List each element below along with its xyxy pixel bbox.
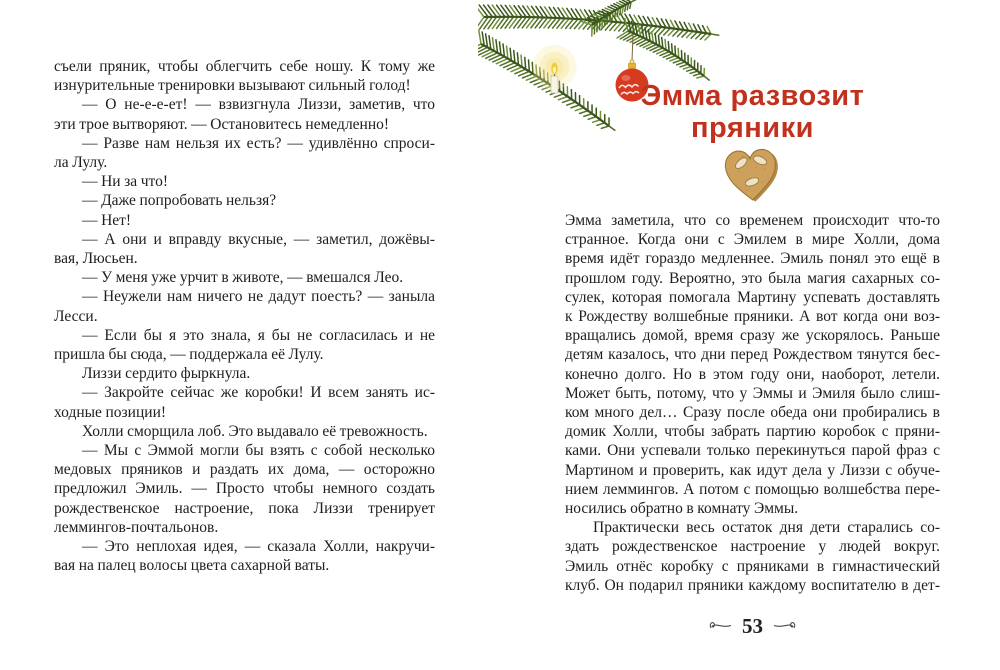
text-line: Холли сморщила лоб. Это выдавало её тревожность. bbox=[82, 422, 428, 440]
text-line: — Закройте сейчас же коробки! И всем занять ис- bbox=[82, 384, 435, 402]
right-page-text bbox=[565, 211, 940, 595]
text-line: конечно долго. Но в этом году они, наоборот, летели. bbox=[565, 365, 940, 383]
text-line: Лиззи сердито фыркнула. bbox=[82, 365, 251, 383]
text-line: вращались домой, время сразу же ускорялось. Раньше bbox=[565, 327, 940, 345]
paragraph bbox=[565, 518, 940, 595]
left-page-text bbox=[54, 57, 435, 575]
text-line: клуб. Он подарил пряники каждому воспитателю в дет- bbox=[565, 576, 940, 594]
page-number-value: 53 bbox=[742, 614, 763, 638]
paragraph bbox=[54, 364, 435, 383]
paragraph bbox=[54, 383, 435, 421]
text-line: — Нет! bbox=[82, 211, 132, 229]
text-line: Лесси. bbox=[54, 307, 98, 325]
paragraph bbox=[54, 191, 435, 210]
text-line: вая на палец волосы цвета сахарной ваты. bbox=[54, 557, 330, 575]
text-line: вая, Люсьен. bbox=[54, 250, 138, 268]
text-line: ком много дел… Сразу после обеда они пробирались в bbox=[565, 404, 940, 422]
text-line: ходные позиции! bbox=[54, 403, 167, 421]
text-line: здать рождественское настроение у людей вокруг. bbox=[565, 538, 940, 556]
paragraph bbox=[54, 134, 435, 172]
text-line: Эмма заметила, что со временем происходит что-то bbox=[565, 212, 940, 229]
text-line: — А они и вправду вкусные, — заметил, дожёвы- bbox=[82, 230, 435, 248]
text-line: — Ни за что! bbox=[82, 173, 168, 191]
page-number bbox=[565, 613, 940, 639]
paragraph bbox=[54, 287, 435, 325]
flourish-left-icon bbox=[709, 620, 733, 632]
text-line: нием леммингов. А потом с помощью волшебства пере- bbox=[565, 480, 940, 498]
text-line: — Мы с Эммой могли бы взять с собой несколько bbox=[82, 442, 435, 460]
text-line: — Если бы я это знала, я бы не согласилась и не bbox=[82, 326, 435, 344]
text-line: Может быть, потому, что у Эммы и Эмиля было слиш- bbox=[565, 384, 940, 402]
text-line: — Даже попробовать нельзя? bbox=[82, 192, 277, 210]
text-line: детям казалось, что дни перед Рождеством тянутся бес- bbox=[565, 346, 940, 364]
flourish-right-icon bbox=[772, 620, 796, 632]
text-line: время идёт гораздо медленнее. Эмиль понял это ещё в bbox=[565, 250, 940, 268]
text-line: леммингов-почтальонов. bbox=[54, 518, 219, 536]
paragraph bbox=[54, 441, 435, 537]
text-line: — Разве нам нельзя их есть? — удивлённо спроси- bbox=[82, 134, 435, 152]
text-line: сулек, которая помогала Мартину успевать доставлять bbox=[565, 288, 940, 306]
paragraph bbox=[54, 422, 435, 441]
gingerbread-heart-icon bbox=[719, 143, 783, 207]
text-line: к Рождеству волшебные пряники. А вот когда они воз- bbox=[565, 308, 940, 326]
text-line: Эмиль отнёс коробку с пряниками в гимнастический bbox=[565, 557, 940, 575]
text-line: — О не-е-е-ет! — взвизгнула Лиззи, заметив, что bbox=[82, 96, 435, 114]
paragraph bbox=[54, 326, 435, 364]
text-line: Мартином и проверить, как идут дела у Лиззи с обуче- bbox=[565, 461, 940, 479]
paragraph bbox=[54, 211, 435, 230]
text-line: — У меня уже урчит в животе, — вмешался Лео. bbox=[82, 269, 404, 287]
paragraph bbox=[565, 211, 940, 518]
text-line: пришла бы сюда, — поддержала её Лулу. bbox=[54, 346, 324, 364]
chapter-title bbox=[565, 80, 940, 144]
text-line: Практически весь остаток дня дети старались со- bbox=[593, 519, 940, 537]
text-line: эти трое вытворяют. — Остановитесь немедленно! bbox=[54, 115, 390, 133]
text-line: съели пряник, чтобы облегчить себе ношу. К тому же bbox=[54, 58, 435, 75]
text-line: — Неужели нам ничего не дадут поесть? — заныла bbox=[82, 288, 435, 306]
text-line: носились обратно в комнату Эммы. bbox=[565, 500, 799, 518]
chapter-title-line1: Эмма развозит bbox=[640, 80, 865, 112]
paragraph bbox=[54, 57, 435, 95]
text-line: ла Лулу. bbox=[54, 154, 108, 172]
chapter-title-line2: пряники bbox=[691, 112, 814, 144]
paragraph bbox=[54, 95, 435, 133]
text-line: странное. Когда они с Эмилем в мире Холли, дома bbox=[565, 231, 940, 249]
text-line: — Это неплохая идея, — сказала Холли, накручи- bbox=[82, 538, 435, 556]
paragraph bbox=[54, 230, 435, 268]
text-line: рождественское настроение, пока Лиззи тренирует bbox=[54, 499, 435, 517]
text-line: домик Холли, чтобы забрать партию коробок с пряни- bbox=[565, 423, 940, 441]
text-line: прошлом году. Вероятно, это была магия сахарных со- bbox=[565, 269, 940, 287]
text-line: медовых пряников и раздать их дома, — осторожно bbox=[54, 461, 435, 479]
text-line: предложил Эмиль. — Просто чтобы немного создать bbox=[54, 480, 435, 498]
paragraph bbox=[54, 268, 435, 287]
paragraph bbox=[54, 172, 435, 191]
paragraph bbox=[54, 537, 435, 575]
text-line: ками. Они успевали только перекинуться парой фраз с bbox=[565, 442, 940, 460]
text-line: изнурительные тренировки вызывают сильный голод! bbox=[54, 77, 411, 95]
